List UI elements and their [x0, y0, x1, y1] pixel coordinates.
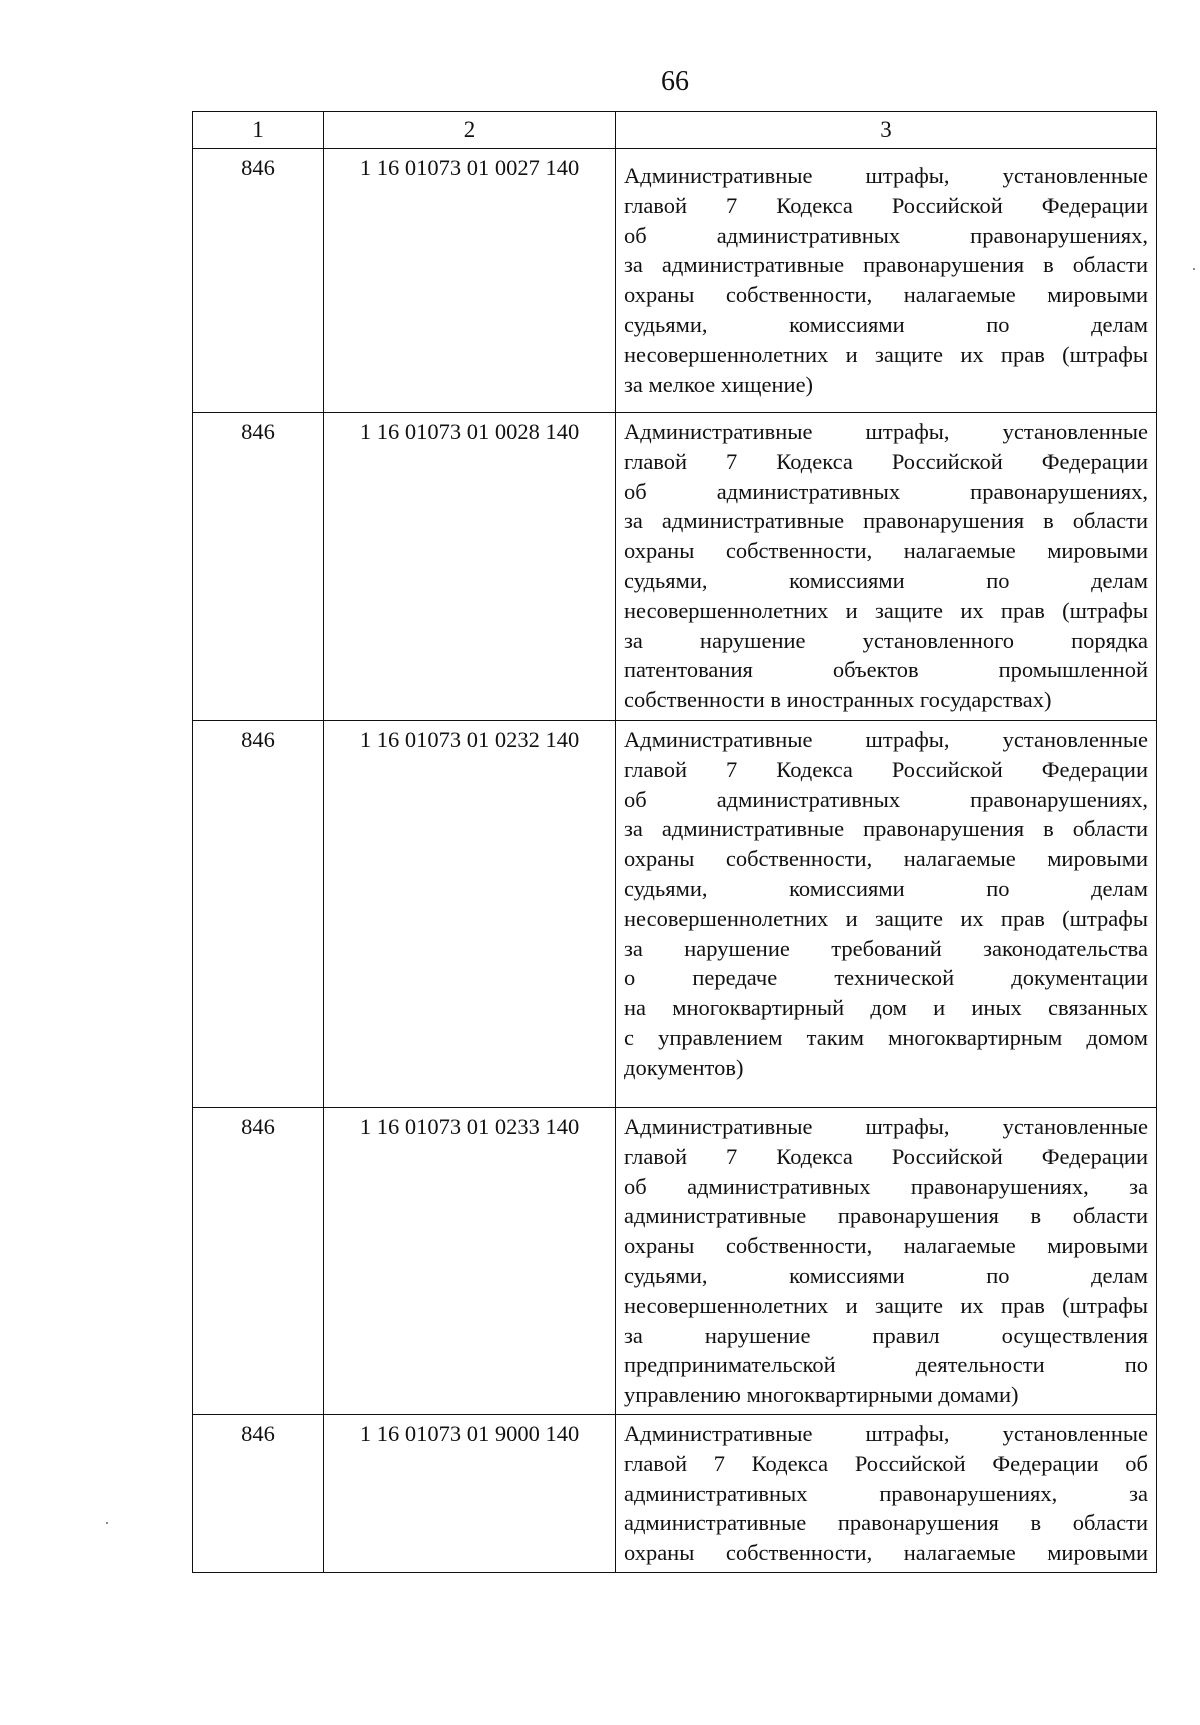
- kbk-code-cell: 1 16 01073 01 0233 140: [324, 1108, 616, 1415]
- description-line: собственности в иностранных государствах): [624, 687, 1052, 713]
- description-text: [624, 1419, 1148, 1568]
- description-line: административных правонарушениях, за: [624, 1480, 1148, 1506]
- description-line: Административные штрафы, установленные: [624, 1420, 1148, 1446]
- scan-speck: [106, 1522, 108, 1524]
- description-line: о передаче технической документации: [624, 965, 1148, 991]
- kbk-code-cell: 1 16 01073 01 0027 140: [324, 149, 616, 413]
- description-line: об административных правонарушениях,: [624, 786, 1148, 812]
- description-line: об административных правонарушениях,: [624, 478, 1148, 504]
- column-header-1: 1: [193, 112, 324, 149]
- description-line: управлению многоквартирными домами): [624, 1382, 1019, 1408]
- description-line: Административные штрафы, установленные: [624, 1114, 1148, 1139]
- description-text: [624, 725, 1148, 1083]
- kbk-code-cell: 1 16 01073 01 9000 140: [324, 1414, 616, 1572]
- kbk-code-cell: 1 16 01073 01 0028 140: [324, 413, 616, 721]
- description-line: об административных правонарушениях, за: [624, 1173, 1148, 1199]
- description-line: главой 7 Кодекса Российской Федерации: [624, 756, 1148, 782]
- description-line: Административные штрафы, установленные: [624, 163, 1148, 188]
- description-line: несовершеннолетних и защите их прав (штрафы: [624, 1292, 1148, 1318]
- description-line: охраны собственности, налагаемые мировыми: [624, 1233, 1148, 1259]
- admin-code-cell: 846: [193, 1108, 324, 1415]
- scan-speck: [1193, 268, 1195, 270]
- admin-code-cell: 846: [193, 149, 324, 413]
- description-line: за административные правонарушения в области: [624, 816, 1148, 842]
- description-line: несовершеннолетних и защите их прав (штрафы: [624, 905, 1148, 931]
- description-line: об административных правонарушениях,: [624, 222, 1148, 248]
- description-line: главой 7 Кодекса Российской Федерации: [624, 448, 1148, 474]
- description-text: [624, 417, 1148, 715]
- description-line: с управлением таким многоквартирным домом: [624, 1024, 1148, 1050]
- description-line: предпринимательской деятельности по: [624, 1352, 1148, 1378]
- description-line: за мелкое хищение): [624, 371, 814, 397]
- description-line: судьями, комиссиями по делам: [624, 875, 1148, 901]
- description-line: охраны собственности, налагаемые мировыми: [624, 1540, 1148, 1566]
- table-row: [193, 413, 1157, 721]
- description-text: [624, 153, 1148, 399]
- description-line: судьями, комиссиями по делам: [624, 567, 1148, 593]
- admin-code-cell: 846: [193, 1414, 324, 1572]
- description-line: несовершеннолетних и защите их прав (штрафы: [624, 341, 1148, 367]
- description-line: Административные штрафы, установленные: [624, 727, 1148, 752]
- page-number: 66: [661, 66, 689, 97]
- description-line: главой 7 Кодекса Российской Федерации: [624, 192, 1148, 218]
- description-line: административные правонарушения в области: [624, 1203, 1148, 1229]
- description-line: патентования объектов промышленной: [624, 657, 1148, 683]
- table-row: [193, 149, 1157, 413]
- description-line: за нарушение правил осуществления: [624, 1322, 1148, 1348]
- description-line: судьями, комиссиями по делам: [624, 1262, 1148, 1288]
- description-line: на многоквартирный дом и иных связанных: [624, 995, 1148, 1021]
- description-line: главой 7 Кодекса Российской Федерации об: [624, 1450, 1148, 1476]
- description-text: [624, 1112, 1148, 1410]
- description-line: охраны собственности, налагаемые мировыми: [624, 846, 1148, 872]
- column-header-3: 3: [616, 112, 1157, 149]
- description-line: документов): [624, 1054, 744, 1080]
- description-cell: [616, 1414, 1157, 1572]
- table-row: [193, 1414, 1157, 1572]
- description-line: главой 7 Кодекса Российской Федерации: [624, 1143, 1148, 1169]
- description-line: Административные штрафы, установленные: [624, 419, 1148, 444]
- description-line: судьями, комиссиями по делам: [624, 311, 1148, 337]
- budget-classification-table: [192, 111, 1157, 1573]
- description-cell: [616, 149, 1157, 413]
- description-line: несовершеннолетних и защите их прав (штрафы: [624, 597, 1148, 623]
- description-line: за административные правонарушения в области: [624, 508, 1148, 534]
- description-cell: [616, 1108, 1157, 1415]
- description-line: административные правонарушения в области: [624, 1510, 1148, 1536]
- table-row: [193, 1108, 1157, 1415]
- description-cell: [616, 413, 1157, 721]
- description-line: за нарушение установленного порядка: [624, 627, 1148, 653]
- table-header-row: [193, 112, 1157, 149]
- kbk-code-cell: 1 16 01073 01 0232 140: [324, 721, 616, 1108]
- table-row: [193, 721, 1157, 1108]
- admin-code-cell: 846: [193, 413, 324, 721]
- description-line: охраны собственности, налагаемые мировыми: [624, 538, 1148, 564]
- description-cell: [616, 721, 1157, 1108]
- column-header-2: 2: [324, 112, 616, 149]
- description-line: охраны собственности, налагаемые мировыми: [624, 282, 1148, 308]
- admin-code-cell: 846: [193, 721, 324, 1108]
- description-line: за административные правонарушения в области: [624, 252, 1148, 278]
- description-line: за нарушение требований законодательства: [624, 935, 1148, 961]
